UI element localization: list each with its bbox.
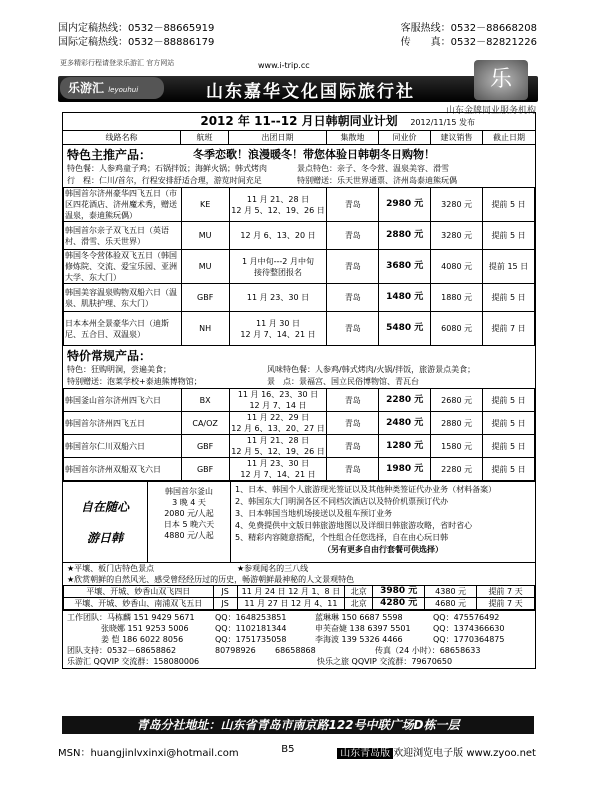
trade-price: 3980 元: [373, 586, 425, 598]
flight-code: BX: [181, 389, 229, 412]
route-name: 平壤、开城、妙香山、南浦双飞五日: [64, 598, 214, 610]
contact-team: 工作团队：马栋麟 151 9429 5671 QQ：1648253851 蓝琳琳 150 6687 5598 QQ：475576492 张晓娜 151 9253 5006 QQ：1102181344 申芙奋婕 138 6397 5501 QQ：1374366630 姜 恺 186 6022 8056 QQ：1751735058 李海波 139 5326 4466 QQ：1770364875 团队支持：0532－68658862 80798926 68658868 传真（24 小时）：68658633 乐游汇 QQVIP 交流群：158080006 快乐之旅 QQVIP 交流群：79670650: [63, 610, 535, 668]
banner-slogan: 更多精彩行程请登录乐游汇 官方网站: [60, 59, 175, 67]
deadline: 提前 15 日: [483, 250, 535, 284]
departure-city: 青岛: [327, 188, 379, 222]
retail-price: 6080 元: [431, 312, 483, 346]
deadline: 提前 5 日: [483, 222, 535, 250]
free-more: （另有更多自由行套餐可供选择）: [323, 545, 443, 554]
msn-contact: MSN：huangjinlvxinxi@hotmail.com: [58, 748, 239, 759]
departure-dates: 11 月 30 日 12 月 7、14、21 日: [229, 312, 327, 346]
banner-website: www.i-trip.cc: [258, 61, 310, 70]
flight-code: CA/OZ: [181, 412, 229, 435]
departure-city: 青岛: [327, 222, 379, 250]
departure-city: 北京: [345, 598, 373, 610]
table-row: [64, 250, 535, 284]
retail-price: 1880 元: [431, 284, 483, 312]
special-routes: [63, 388, 535, 481]
domestic-hotline: 国内定稿热线：0532－88665919: [58, 23, 215, 34]
departure-city: 青岛: [327, 458, 379, 481]
deadline: 提前 5 日: [483, 188, 535, 222]
table-row: [64, 458, 535, 481]
departure-dates: 11 月 22、29 日 12 月 6、13、20、27 日: [229, 412, 327, 435]
departure-dates: 11 月 21、28 日 12 月 5、12、19、26 日: [229, 435, 327, 458]
retail-price: 2680 元: [431, 389, 483, 412]
service-hotline: 客服热线：0532－88668208: [400, 23, 537, 34]
route-name: 韩国美容温泉购物双船六日（温泉、肌肤护理、东大门）: [64, 284, 182, 312]
col-deadline: 截止日期: [493, 133, 525, 142]
deadline: 提前 7 天: [477, 598, 535, 610]
departure-city: 青岛: [327, 250, 379, 284]
page-footer: [58, 744, 536, 759]
departure-city: 青岛: [327, 389, 379, 412]
feature-meals: 特色餐：人参鸡童子鸡；石锅拌饭；海鲜火锅；韩式烤肉: [67, 164, 267, 173]
departure-city: 青岛: [327, 284, 379, 312]
company-banner: [58, 58, 538, 116]
table-row: [64, 389, 535, 412]
departure-dates: 11 月 23、30 日 12 月 7、14、21 日: [229, 458, 327, 481]
departure-dates: 11 月 23、30 日: [229, 284, 327, 312]
departure-city: 青岛: [327, 435, 379, 458]
trade-price: 1980 元: [379, 458, 431, 481]
trade-price: 2980 元: [379, 188, 431, 222]
deadline: 提前 5 日: [483, 284, 535, 312]
flight-code: JS: [213, 598, 237, 610]
retail-price: 2880 元: [431, 412, 483, 435]
flight-code: KE: [181, 188, 229, 222]
route-name: 韩国冬令营体验双飞五日（韩国修炼院、交流、爱宝乐园、亚洲大学、东大门）: [64, 250, 182, 284]
feature-sights: 景点特色：亲子、冬令营、温泉美容、滑雪: [297, 164, 449, 173]
retail-price: 3280 元: [431, 222, 483, 250]
table-row: [64, 435, 535, 458]
route-name: 日本本州全景豪华六日（迪斯尼、五合目、双温泉）: [64, 312, 182, 346]
trade-price: 5480 元: [379, 312, 431, 346]
departure-city: 北京: [345, 586, 373, 598]
tour-plan-table: [62, 112, 536, 669]
trade-price: 2480 元: [379, 412, 431, 435]
route-name: 韩国首尔仁川双船六日: [64, 435, 182, 458]
departure-dates: 1 月中旬---2 月中旬 接待整团报名: [229, 250, 327, 284]
route-name: 平壤、开城、妙香山双飞四日: [64, 586, 214, 598]
special-features: 特色：狂购明洞，尝遍美食；: [67, 365, 171, 374]
departure-dates: 11 月 21、28 日 12 月 5、12、19、26 日: [229, 188, 327, 222]
company-name: 山东嘉华文化国际旅行社: [206, 82, 415, 102]
retail-price: 4680 元: [425, 598, 477, 610]
fax-number: 传 真：0532－82821226: [400, 37, 537, 48]
flight-code: JS: [213, 586, 237, 598]
col-city: 集散地: [327, 131, 379, 144]
intl-hotline: 国际定稿热线：0532－88886179: [58, 37, 215, 48]
route-name: 韩国首尔亲子双飞五日（英语村、滑雪、乐天世界）: [64, 222, 182, 250]
table-row: [64, 312, 535, 346]
retail-price: 4080 元: [431, 250, 483, 284]
travel-logo-icon: 乐: [474, 60, 528, 100]
col-route: 线路名称: [63, 131, 181, 144]
table-row: [64, 222, 535, 250]
free-product: 韩国首尔釜山 3 晚 4 天 2080 元/人起 日本 5 晚六天 4880 元/人起: [148, 482, 231, 562]
departure-dates: 11 月 24 日 12 月 1、8 日: [237, 586, 345, 598]
flight-code: MU: [181, 250, 229, 284]
brand-logo: 乐游汇 leyouhui: [60, 77, 164, 99]
flight-code: GBF: [181, 435, 229, 458]
free-travel-section: [63, 481, 535, 562]
col-dates: 出团日期: [229, 131, 327, 144]
hotline-header: [58, 22, 537, 50]
flight-code: NH: [181, 312, 229, 346]
feature-gifts: 特别赠送：乐天世界通票、济州岛泰迪熊玩偶: [297, 176, 457, 185]
flight-code: GBF: [181, 284, 229, 312]
doc-title: 2012 年 11--12 月日韩朝同业计划 2012/11/15 发布: [63, 113, 535, 130]
deadline: 提前 5 日: [483, 458, 535, 481]
departure-dates: 11 月 27 日 12 月 4、11: [237, 598, 345, 610]
trade-price: 2880 元: [379, 222, 431, 250]
route-name: 韩国首尔济州豪华四飞五日（市区四花酒店、济州魔术秀，赠送温泉，泰迪熊玩偶）: [64, 188, 182, 222]
trade-price: 2280 元: [379, 389, 431, 412]
route-name: 韩国首尔济州四飞五日: [64, 412, 182, 435]
departure-dates: 11 月 16、23、30 日 12 月 7、14 日: [229, 389, 327, 412]
dprk-routes: [63, 585, 535, 610]
publish-date: 2012/11/15 发布: [410, 118, 475, 127]
free-notes: 1、日本、韩国个人旅游现光签证以及其他种类签证代办业务（材料备案） 2、韩国东大门明洞各区不同档次酒店以及特价机票预订代办 3、日本韩国当地机场接送以及租车预订业务 4、免费提供中文版日韩旅游地图以及详细日韩旅游攻略，省时省心 5、精彩内容随意搭配，个性组合任您选择，自在由心玩日韩 （另有更多自由行套餐可供选择）: [231, 482, 535, 562]
flight-code: MU: [181, 222, 229, 250]
retail-price: 3280 元: [431, 188, 483, 222]
col-flight: 航班: [181, 131, 229, 144]
page-number: B5: [281, 744, 295, 755]
footer-website: 欢迎浏览电子版 www.zyoo.net: [393, 748, 536, 759]
korea-highlights: ★平壤、板门店特色景点 ★参观闻名的三八线 ★欣赏朝鲜的自然风光、感受曾经经历过的历史，畅游朝鲜最神秘的人文景观特色: [63, 562, 535, 585]
section-special: 特价常规产品：: [67, 349, 152, 363]
deadline: 提前 5 日: [483, 412, 535, 435]
deadline: 提前 7 日: [483, 312, 535, 346]
featured-routes: [63, 187, 535, 346]
column-header: [63, 130, 535, 145]
route-name: 韩国首尔济州双船双飞六日: [64, 458, 182, 481]
departure-city: 青岛: [327, 312, 379, 346]
retail-price: 4380 元: [425, 586, 477, 598]
deadline: 提前 5 日: [483, 435, 535, 458]
promo-slogan: 冬季恋歌！浪漫暖冬！带您体验日韩朝冬日购物！: [193, 148, 435, 161]
special-gifts: 特别赠送：泡菜学校+泰迪熊博物馆；: [67, 377, 202, 386]
retail-price: 1580 元: [431, 435, 483, 458]
banner-subtitle: 山东金牌同业服务机构: [445, 106, 536, 116]
trade-price: 4280 元: [373, 598, 425, 610]
flight-code: GBF: [181, 458, 229, 481]
table-row: [64, 586, 535, 598]
special-flavors: 风味特色餐：人参鸡/韩式烤肉/火锅/拌饭，旅游景点美食；: [267, 365, 476, 374]
col-retail: 建议销售: [431, 131, 483, 144]
route-name: 韩国釜山首尔济州四飞六日: [64, 389, 182, 412]
table-row: [64, 412, 535, 435]
edition-label: 山东青岛版: [337, 748, 393, 759]
table-row: [64, 284, 535, 312]
col-price: 同业价: [379, 131, 431, 144]
table-row: [64, 188, 535, 222]
free-title-1: 自在随心: [80, 500, 129, 514]
retail-price: 2280 元: [431, 458, 483, 481]
special-sights: 景 点：景福宫、国立民俗博物馆、青瓦台: [267, 377, 419, 386]
departure-dates: 12 月 6、13、20 日: [229, 222, 327, 250]
departure-city: 青岛: [327, 412, 379, 435]
feature-itinerary: 行 程：仁川/首尔，行程安排舒适合理，游览时间充足: [67, 176, 262, 185]
section-featured: 特色主推产品： 冬季恋歌！浪漫暖冬！带您体验日韩朝冬日购物！: [67, 148, 435, 162]
trade-price: 1480 元: [379, 284, 431, 312]
table-row: [64, 598, 535, 610]
branch-address: 青岛分社地址：山东省青岛市南京路122号中联广场D栋一层: [62, 716, 534, 734]
trade-price: 1280 元: [379, 435, 431, 458]
free-title-2: 游日韩: [86, 531, 123, 545]
deadline: 提前 7 天: [477, 586, 535, 598]
trade-price: 3680 元: [379, 250, 431, 284]
deadline: 提前 5 日: [483, 389, 535, 412]
